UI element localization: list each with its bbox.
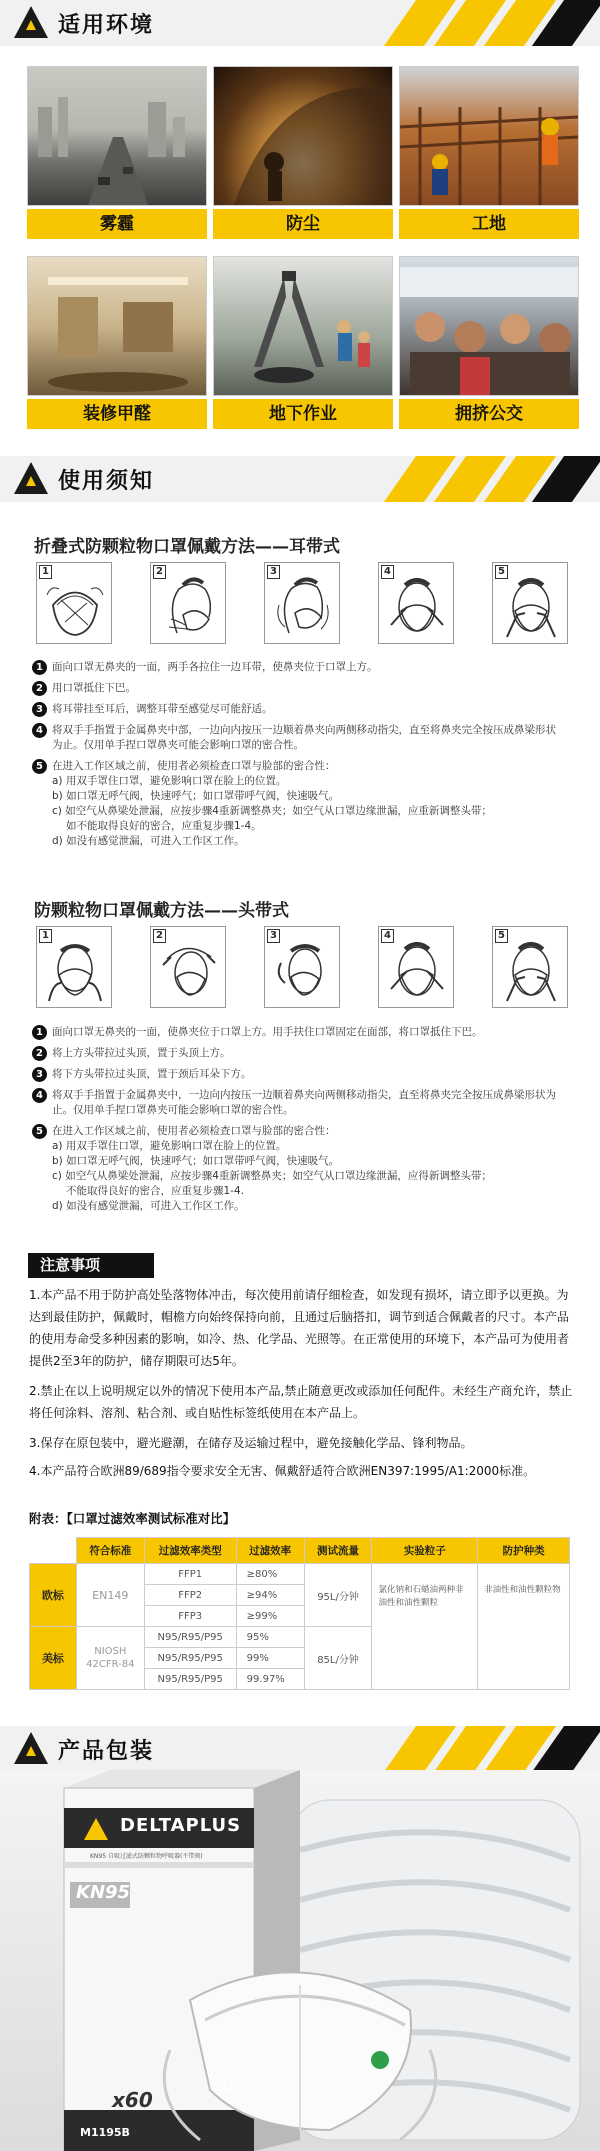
- particle-cell: 氯化钠和石蜡油两种非油性和油性颗粒: [372, 1564, 478, 1690]
- step-illustration: [378, 926, 454, 1008]
- filter-comparison-table: [29, 1537, 570, 1690]
- note-sub: d) 如没有感觉泄漏，可进入工作区工作。: [52, 835, 245, 847]
- efficiency-cell: 99.97%: [236, 1669, 304, 1690]
- headband-heading: 防颗粒物口罩佩戴方法——头带式: [34, 901, 289, 921]
- environment-label: 地下作业: [213, 399, 393, 429]
- note-sub: d) 如没有感觉泄漏，可进入工作区工作。: [52, 1200, 245, 1212]
- smog-photo: [27, 66, 207, 206]
- caution-item: 2.禁止在以上说明规定以外的情况下使用本产品,禁止随意更改或添加任何配件。未经生产商允许，禁止将任何涂料、溶剂、粘合剂、或自贴性标签纸使用在本产品上。: [29, 1384, 573, 1420]
- step-illustration: [492, 926, 568, 1008]
- step-number: 4: [381, 929, 394, 943]
- note-item: [32, 1067, 572, 1082]
- headband-notes: [32, 1025, 572, 1214]
- step-badge: 3: [32, 702, 47, 717]
- step-number: 2: [153, 929, 166, 943]
- section-title: 产品包装: [58, 1739, 155, 1764]
- table-caption: 附表：【口罩过滤效率测试标准对比】: [29, 1511, 236, 1526]
- underground-photo: [213, 256, 393, 396]
- note-text: 将上方头带拉过头顶，置于头顶上方。: [52, 1047, 231, 1059]
- package-count: x60: [112, 2088, 153, 2112]
- step-illustration: [264, 926, 340, 1008]
- section-header-usage: [0, 456, 600, 502]
- table-header: 过滤效率: [236, 1538, 304, 1564]
- face-mask-icon: [499, 575, 563, 641]
- section-header-environment: [0, 0, 600, 46]
- note-text: 在进入工作区域之前，使用者必须检查口罩与脸部的密合性：: [52, 760, 336, 772]
- note-sub: c) 如空气从鼻梁处泄漏，应按步骤4重新调整鼻夹；如空气从口罩边缘泄漏，应得新调整头带；: [52, 1170, 492, 1182]
- face-mask-icon: [157, 575, 221, 641]
- note-item: [32, 702, 572, 717]
- note-item: [32, 681, 572, 696]
- warning-triangle-icon: [14, 6, 48, 38]
- environment-label: 拥挤公交: [399, 399, 579, 429]
- type-cell: N95/R95/P95: [144, 1669, 236, 1690]
- face-mask-icon: [271, 939, 335, 1005]
- step-number: 3: [267, 929, 280, 943]
- step-number: 4: [381, 565, 394, 579]
- section-title: 适用环境: [58, 13, 155, 38]
- dust-photo: [213, 66, 393, 206]
- environment-card: [399, 66, 579, 239]
- note-item: [32, 723, 572, 753]
- environment-card: [27, 256, 207, 429]
- step-illustration: [36, 562, 112, 644]
- crowded-bus-photo: [399, 256, 579, 396]
- efficiency-cell: 99%: [236, 1648, 304, 1669]
- environment-label: 防尘: [213, 209, 393, 239]
- face-mask-icon: [271, 575, 335, 641]
- step-badge: 3: [32, 1067, 47, 1082]
- type-cell: FFP3: [144, 1606, 236, 1627]
- environment-card: [213, 256, 393, 429]
- construction-photo: [399, 66, 579, 206]
- note-sub: a) 用双手罩住口罩，避免影响口罩在脸上的位置。: [52, 1140, 287, 1152]
- environment-card: [399, 256, 579, 429]
- brand-logo: DELTAPLUS: [120, 1815, 242, 1836]
- note-text: 面向口罩无鼻夹的一面，两手各拉住一边耳带，使鼻夹位于口罩上方。: [52, 661, 378, 673]
- step-badge: 4: [32, 1088, 47, 1103]
- face-mask-icon: [385, 939, 449, 1005]
- note-text: 将耳带挂至耳后，调整耳带至感觉尽可能舒适。: [52, 703, 273, 715]
- mask-icon: [43, 575, 107, 641]
- table-header: 过滤效率类型: [144, 1538, 236, 1564]
- flow-cell: 95L/分钟: [304, 1564, 372, 1627]
- note-item: [32, 1046, 572, 1061]
- warning-triangle-icon: [14, 462, 48, 494]
- face-mask-icon: [499, 939, 563, 1005]
- note-item: [32, 1088, 572, 1118]
- standard-cell: NIOSH 42CFR-84: [76, 1627, 144, 1690]
- note-sub: b) 如口罩无呼气阀，快速呼气；如口罩带呼气阀，快速吸气。: [52, 790, 340, 802]
- step-number: 5: [495, 565, 508, 579]
- step-badge: 2: [32, 1046, 47, 1061]
- product-description: KN95 自吸过滤式防颗粒物呼吸器(不带阀): [90, 1853, 203, 1860]
- step-badge: 1: [32, 660, 47, 675]
- step-badge: 4: [32, 723, 47, 738]
- environment-card: [213, 66, 393, 239]
- step-number: 1: [39, 565, 52, 579]
- type-cell: FFP1: [144, 1564, 236, 1585]
- warning-triangle-icon: [14, 1732, 48, 1764]
- type-cell: N95/R95/P95: [144, 1648, 236, 1669]
- step-badge: 1: [32, 1025, 47, 1040]
- note-sub: 如不能取得良好的密合，应重复步骤1-4。: [66, 820, 262, 832]
- caution-item: 1.本产品不用于防护高处坠落物体冲击，每次使用前请仔细检查，如发现有损坏，请立即予以更换。为达到最佳防护，佩戴时，帽檐方向始终保持向前，且通过后脑搭扣，调节到适合佩戴者的尺寸。本产品的使用寿命受多种因素的影响，如冷、热、化学品、光照等。在正常使用的环境下，本产品可为使用者提供2至3年的防护，储存期限可达5年。: [29, 1288, 570, 1368]
- note-text: 将双手手指置于金属鼻夹中，一边向内按压一边顺着鼻夹向两侧移动指尖，直至将鼻夹完全按压成鼻梁形状为止。仅用单手捏口罩鼻夹可能会影响口罩的密合性。: [52, 1089, 556, 1116]
- note-sub: c) 如空气从鼻梁处泄漏，应按步骤4重新调整鼻夹；如空气从口罩边缘泄漏，应重新调整头带；: [52, 805, 492, 817]
- step-illustration: [150, 562, 226, 644]
- caution-item: 4.本产品符合欧洲89/689指令要求安全无害、佩戴舒适符合欧洲EN397:1995/A1:2000标准。: [29, 1464, 536, 1478]
- table-row: [30, 1564, 570, 1585]
- step-illustration: [378, 562, 454, 644]
- environment-label: 装修甲醛: [27, 399, 207, 429]
- table-header: 防护种类: [478, 1538, 570, 1564]
- face-mask-icon: [385, 575, 449, 641]
- cautions-title: 注意事项: [28, 1253, 154, 1278]
- note-text: 在进入工作区域之前，使用者必须检查口罩与脸部的密合性：: [52, 1125, 336, 1137]
- face-mask-icon: [43, 939, 107, 1005]
- note-item: [32, 660, 572, 675]
- la-certification-badge: LA: [223, 2084, 236, 2094]
- step-badge: 5: [32, 759, 47, 774]
- note-text: 用口罩抵住下巴。: [52, 682, 136, 694]
- step-number: 1: [39, 929, 52, 943]
- headband-steps: [32, 926, 572, 1010]
- type-cell: N95/R95/P95: [144, 1627, 236, 1648]
- step-illustration: [150, 926, 226, 1008]
- note-sub: a) 用双手罩住口罩，避免影响口罩在脸上的位置。: [52, 775, 287, 787]
- renovation-photo: [27, 256, 207, 396]
- note-text: 面向口罩无鼻夹的一面，使鼻夹位于口罩上方。用手扶住口罩固定在面部，将口罩抵住下巴。: [52, 1026, 483, 1038]
- section-title: 使用须知: [58, 469, 155, 494]
- table-header-row: [30, 1538, 570, 1564]
- note-text: 将下方头带拉过头顶，置于颈后耳朵下方。: [52, 1068, 252, 1080]
- note-sub: 不能取得良好的密合，应重复步骤1-4.: [66, 1185, 244, 1197]
- earloop-heading: 折叠式防颗粒物口罩佩戴方法——耳带式: [34, 537, 340, 557]
- step-number: 3: [267, 565, 280, 579]
- section-header-package: [0, 1726, 600, 1772]
- step-illustration: [264, 562, 340, 644]
- earloop-notes: [32, 660, 572, 849]
- efficiency-cell: ≥94%: [236, 1585, 304, 1606]
- note-item: [32, 1124, 572, 1139]
- note-text: 将双手手指置于金属鼻夹中部，一边向内按压一边顺着鼻夹向两侧移动指尖，直至将鼻夹完全按压成鼻梁形状为止。仅用单手捏口罩鼻夹可能会影响口罩的密合性。: [52, 724, 556, 751]
- note-sub: b) 如口罩无呼气阀，快速呼气；如口罩带呼气阀，快速吸气。: [52, 1155, 340, 1167]
- efficiency-cell: ≥99%: [236, 1606, 304, 1627]
- environment-card: [27, 66, 207, 239]
- step-illustration: [492, 562, 568, 644]
- region-cell: 欧标: [30, 1564, 77, 1627]
- table-header: 符合标准: [76, 1538, 144, 1564]
- flow-cell: 85L/分钟: [304, 1627, 372, 1690]
- product-package-photo: [0, 1770, 600, 2151]
- step-number: 5: [495, 929, 508, 943]
- standard-cell: EN149: [76, 1564, 144, 1627]
- environment-label: 工地: [399, 209, 579, 239]
- model-number: M1195B: [80, 2126, 130, 2139]
- earloop-steps: [32, 562, 572, 646]
- efficiency-cell: ≥80%: [236, 1564, 304, 1585]
- step-badge: 2: [32, 681, 47, 696]
- step-illustration: [36, 926, 112, 1008]
- packaging-illustration: [0, 1770, 600, 2151]
- caution-item: 3.保存在原包装中，避光避潮，在储存及运输过程中，避免接触化学品、锋利物品。: [29, 1436, 473, 1450]
- note-item: [32, 1025, 572, 1040]
- region-cell: 美标: [30, 1627, 77, 1690]
- step-number: 2: [153, 565, 166, 579]
- table-header: 实验粒子: [372, 1538, 478, 1564]
- face-mask-icon: [157, 939, 221, 1005]
- type-cell: FFP2: [144, 1585, 236, 1606]
- environment-label: 雾霾: [27, 209, 207, 239]
- protection-cell: 非油性和油性颗粒物: [478, 1564, 570, 1690]
- table-header: 测试流量: [304, 1538, 372, 1564]
- efficiency-cell: 95%: [236, 1627, 304, 1648]
- note-item: [32, 759, 572, 774]
- product-name: KN95: [76, 1882, 131, 1903]
- step-badge: 5: [32, 1124, 47, 1139]
